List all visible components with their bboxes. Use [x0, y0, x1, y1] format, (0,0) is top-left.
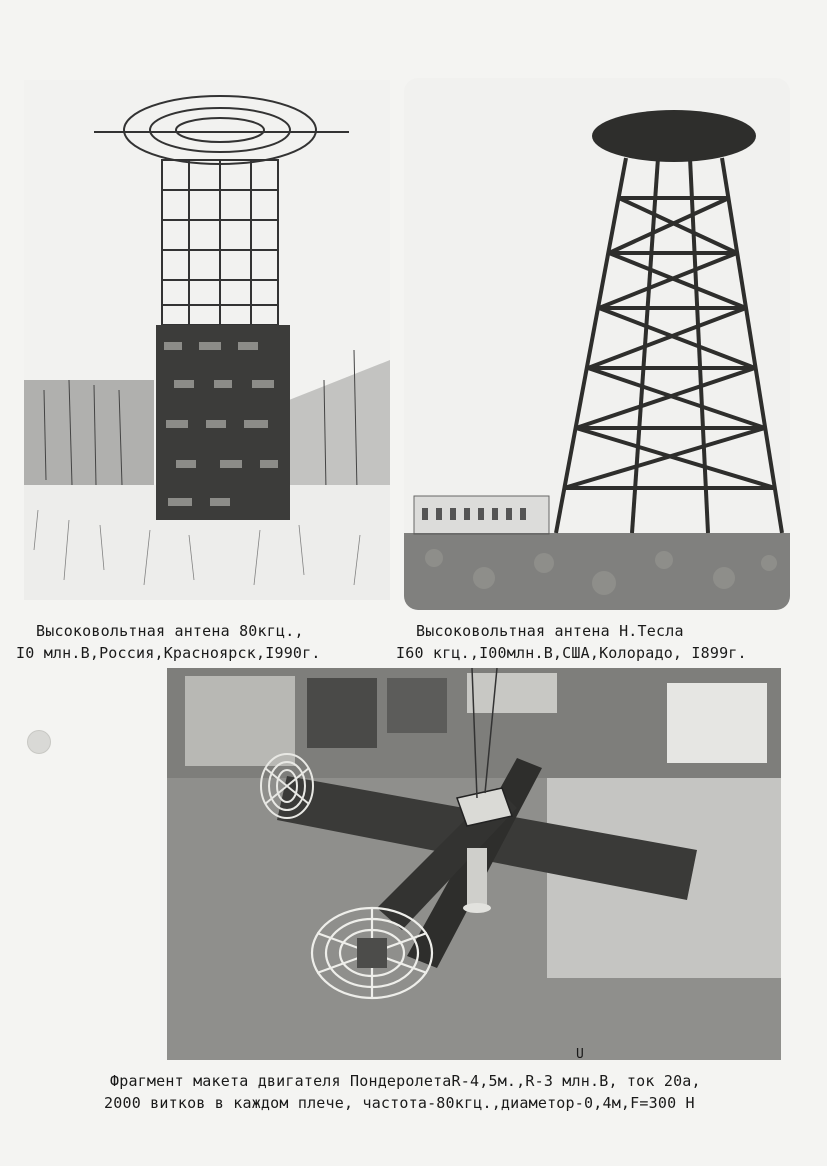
caption-tesla-line-1: Высоковольтная антена Н.Тесла	[416, 622, 684, 640]
caption-engine-mark: U	[576, 1047, 585, 1062]
photo-tesla-tower	[404, 78, 790, 610]
tower-top-disc	[592, 110, 756, 162]
caption-krasnoyarsk-antenna	[16, 620, 321, 664]
punch-hole-bottom	[27, 730, 51, 754]
caption-engine-model	[104, 1047, 701, 1114]
background-building	[414, 496, 549, 534]
caption-krasnoyarsk-line-1: Высоковольтная антена 80кгц.,	[36, 622, 304, 640]
caption-krasnoyarsk-line-2: I0 млн.В,Россия,Красноярск,I990г.	[16, 644, 321, 662]
caption-engine-line-2: 2000 витков в каждом плече, частота-80кгц.,диаметор-0,4м,F=300 Н	[104, 1094, 695, 1112]
caption-engine-line-1-text: Фрагмент макета двигателя ПондеролетаR-4,5м.,R-3 млн.В, ток 20а,	[110, 1072, 701, 1090]
photo-krasnoyarsk-antenna	[24, 80, 390, 600]
caption-tesla-line-2: I60 кгц.,I00млн.В,США,Колорадо, I899г.	[396, 644, 747, 662]
caption-engine-line-1	[110, 1047, 701, 1092]
antenna-stone-base	[156, 325, 290, 520]
caption-tesla-tower	[396, 620, 747, 664]
photo-ponderolet-engine-model	[167, 668, 781, 1060]
